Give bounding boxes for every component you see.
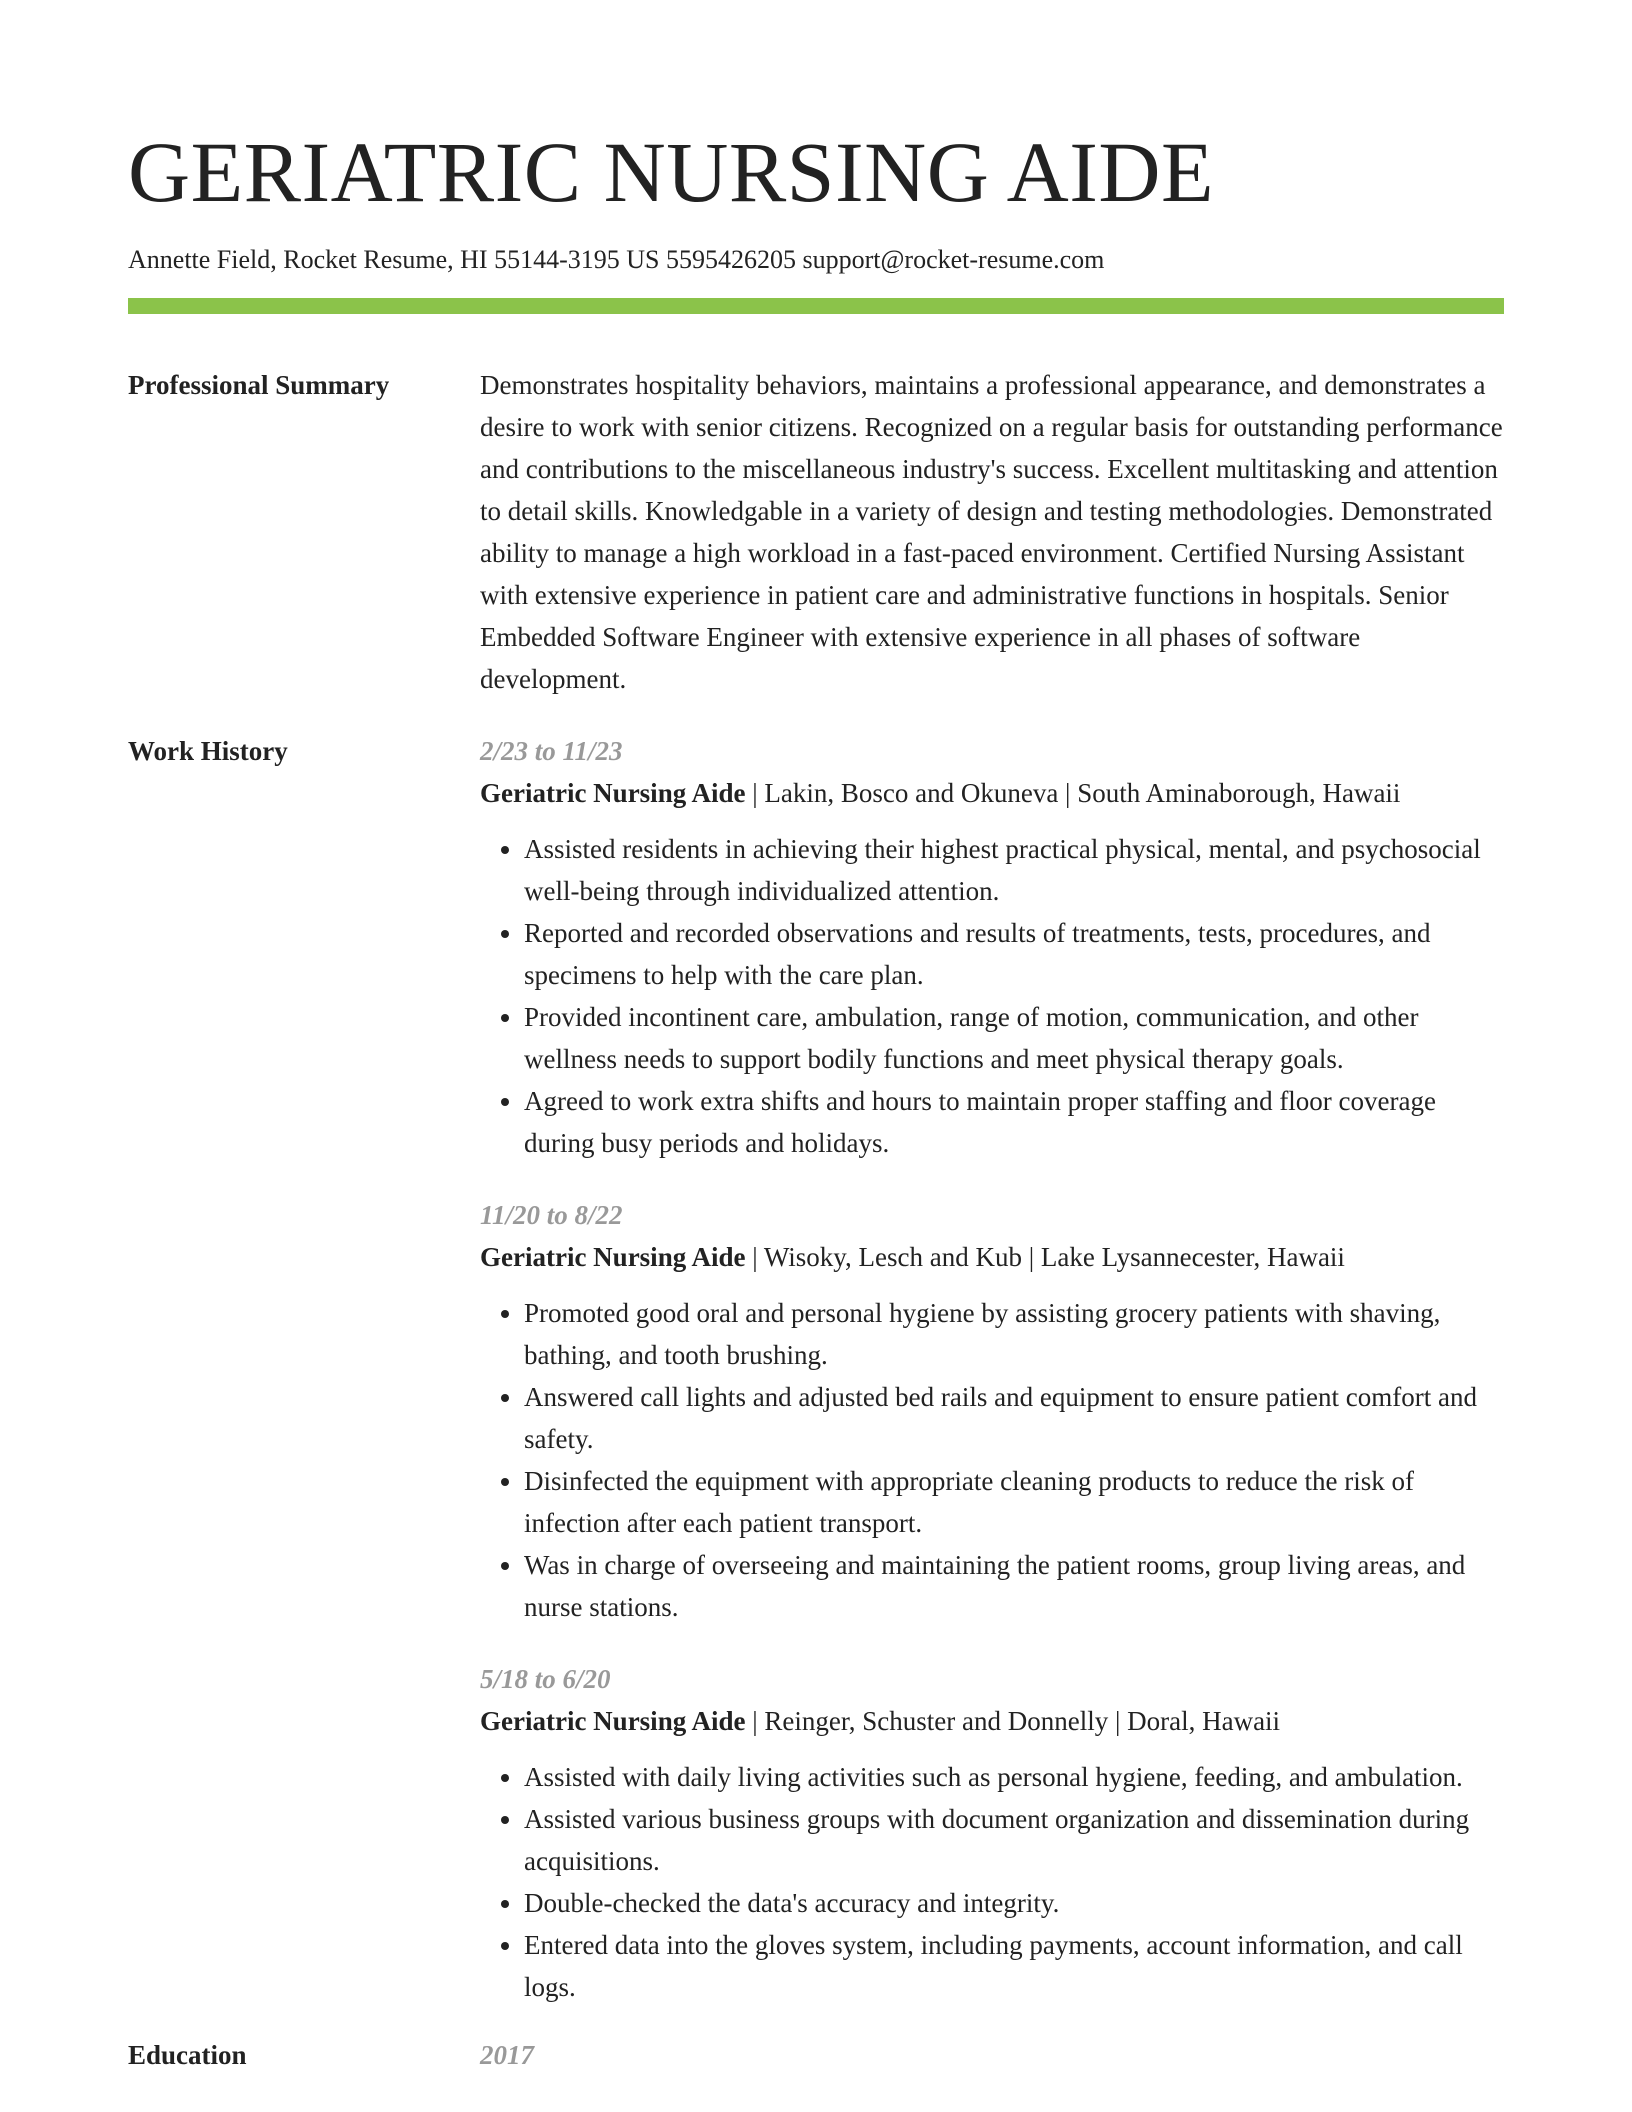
job-title: Geriatric Nursing Aide	[480, 1242, 746, 1272]
job-heading	[480, 1700, 1504, 1742]
job-bullet: • Agreed to work extra shifts and hours to maintain proper staffing and floor coverage during busy periods and holidays.	[524, 1080, 1504, 1164]
job-bullets	[480, 1292, 1504, 1628]
work-history-heading: Work History	[128, 736, 288, 766]
job-bullet: • Double-checked the data's accuracy and integrity.	[524, 1882, 1504, 1924]
resume-page	[128, 0, 1504, 2076]
job-employer-location: | Reinger, Schuster and Donnelly | Doral, Hawaii	[745, 1706, 1281, 1736]
job-employer-location: | Lakin, Bosco and Okuneva | South Aminaborough, Hawaii	[745, 778, 1401, 808]
job-heading	[480, 1236, 1504, 1278]
education-heading: Education	[128, 2040, 247, 2070]
work-history-section	[128, 730, 1504, 2008]
education-dates: 2017	[480, 2040, 534, 2070]
summary-heading: Professional Summary	[128, 370, 390, 400]
job-bullet: • Reported and recorded observations and results of treatments, tests, procedures, and specimens to help with the care plan.	[524, 912, 1504, 996]
job-dates: 11/20 to 8/22	[480, 1200, 623, 1230]
job-bullet: • Entered data into the gloves system, including payments, account information, and call logs.	[524, 1924, 1504, 2008]
job-bullet: • Provided incontinent care, ambulation, range of motion, communication, and other wellness needs to support bodily functions and meet physical therapy goals.	[524, 996, 1504, 1080]
job-dates: 2/23 to 11/23	[480, 736, 623, 766]
job-title: Geriatric Nursing Aide	[480, 778, 746, 808]
job-bullet: • Disinfected the equipment with appropriate cleaning products to reduce the risk of infection after each patient transport.	[524, 1460, 1504, 1544]
header-accent-rule	[128, 298, 1504, 314]
candidate-name: GERIATRIC NURSING AIDE	[128, 124, 1214, 220]
job-title: Geriatric Nursing Aide	[480, 1706, 746, 1736]
contact-line: Annette Field, Rocket Resume, HI 55144-3195 US 5595426205 support@rocket-resume.com	[128, 245, 1105, 274]
job-bullet: • Assisted various business groups with document organization and dissemination during acquisitions.	[524, 1798, 1504, 1882]
job-bullet: • Answered call lights and adjusted bed rails and equipment to ensure patient comfort and safety.	[524, 1376, 1504, 1460]
work-history-list	[480, 730, 1504, 2008]
summary-text: Demonstrates hospitality behaviors, maintains a professional appearance, and demonstrates a desire to work with senior citizens. Recognized on a regular basis for outstanding performance and contributions to the miscellaneous industry's success. Excellent multitasking and attention to detail skills. Knowledgable in a variety of design and testing methodologies. Demonstrated ability to manage a high workload in a fast-paced environment. Certified Nursing Assistant with extensive experience in patient care and administrative functions in hospitals. Senior Embedded Software Engineer with extensive experience in all phases of software development.	[480, 370, 1503, 694]
job-entry	[480, 1658, 1504, 2008]
job-employer-location: | Wisoky, Lesch and Kub | Lake Lysannecester, Hawaii	[745, 1242, 1345, 1272]
job-bullet: • Assisted residents in achieving their highest practical physical, mental, and psychosocial well-being through individualized attention.	[524, 828, 1504, 912]
education-section	[128, 2034, 1504, 2076]
job-bullets	[480, 828, 1504, 1164]
summary-section	[128, 364, 1504, 700]
job-bullet: • Was in charge of overseeing and maintaining the patient rooms, group living areas, and nurse stations.	[524, 1544, 1504, 1628]
job-bullet: • Assisted with daily living activities such as personal hygiene, feeding, and ambulation.	[524, 1756, 1504, 1798]
job-dates: 5/18 to 6/20	[480, 1664, 611, 1694]
job-bullets	[480, 1756, 1504, 2008]
education-list	[480, 2034, 1504, 2076]
job-bullet: • Promoted good oral and personal hygiene by assisting grocery patients with shaving, bathing, and tooth brushing.	[524, 1292, 1504, 1376]
job-entry	[480, 730, 1504, 1164]
job-entry	[480, 1194, 1504, 1628]
job-heading	[480, 772, 1504, 814]
